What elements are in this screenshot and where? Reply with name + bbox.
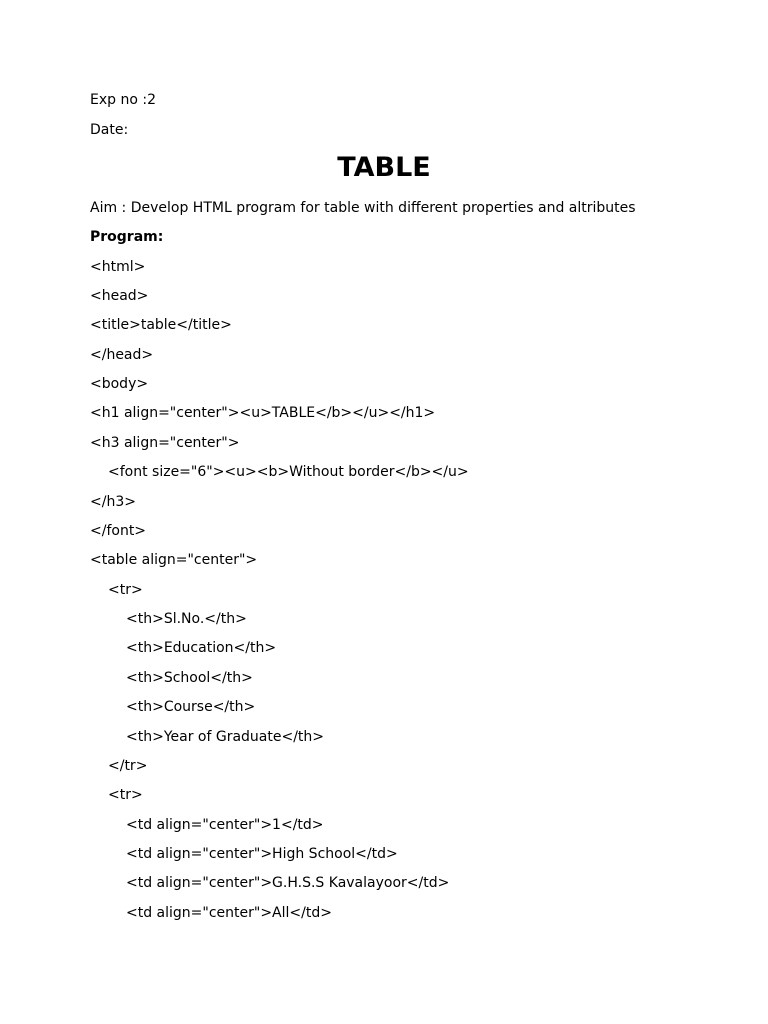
- code-line: <tr>: [108, 787, 143, 803]
- experiment-number: Exp no :2: [90, 92, 156, 108]
- page-title: TABLE: [337, 152, 431, 183]
- code-line: <title>table</title>: [90, 317, 232, 333]
- code-line: <th>Education</th>: [126, 640, 277, 656]
- code-line: </tr>: [108, 758, 148, 774]
- code-line: <font size="6"><u><b>Without border</b></u>: [108, 464, 469, 480]
- code-line: <td align="center">G.H.S.S Kavalayoor</td>: [126, 875, 450, 891]
- code-line: </font>: [90, 523, 147, 539]
- code-line: <table align="center">: [90, 552, 258, 568]
- date-label: Date:: [90, 122, 129, 138]
- program-label: Program:: [90, 229, 164, 245]
- code-line: <th>School</th>: [126, 670, 253, 686]
- code-line: <body>: [90, 376, 149, 392]
- code-line: <head>: [90, 288, 149, 304]
- code-line: <h1 align="center"><u>TABLE</b></u></h1>: [90, 405, 436, 421]
- code-line: <h3 align="center">: [90, 435, 240, 451]
- code-line: <th>Sl.No.</th>: [126, 611, 247, 627]
- aim-statement: Aim : Develop HTML program for table with different properties and altributes: [90, 200, 636, 216]
- code-line: <td align="center">1</td>: [126, 817, 324, 833]
- code-line: <td align="center">All</td>: [126, 905, 332, 921]
- code-line: <tr>: [108, 582, 143, 598]
- code-line: </head>: [90, 347, 154, 363]
- code-line: </h3>: [90, 494, 136, 510]
- code-line: <td align="center">High School</td>: [126, 846, 398, 862]
- code-line: <html>: [90, 259, 146, 275]
- code-line: <th>Course</th>: [126, 699, 256, 715]
- code-line: <th>Year of Graduate</th>: [126, 729, 325, 745]
